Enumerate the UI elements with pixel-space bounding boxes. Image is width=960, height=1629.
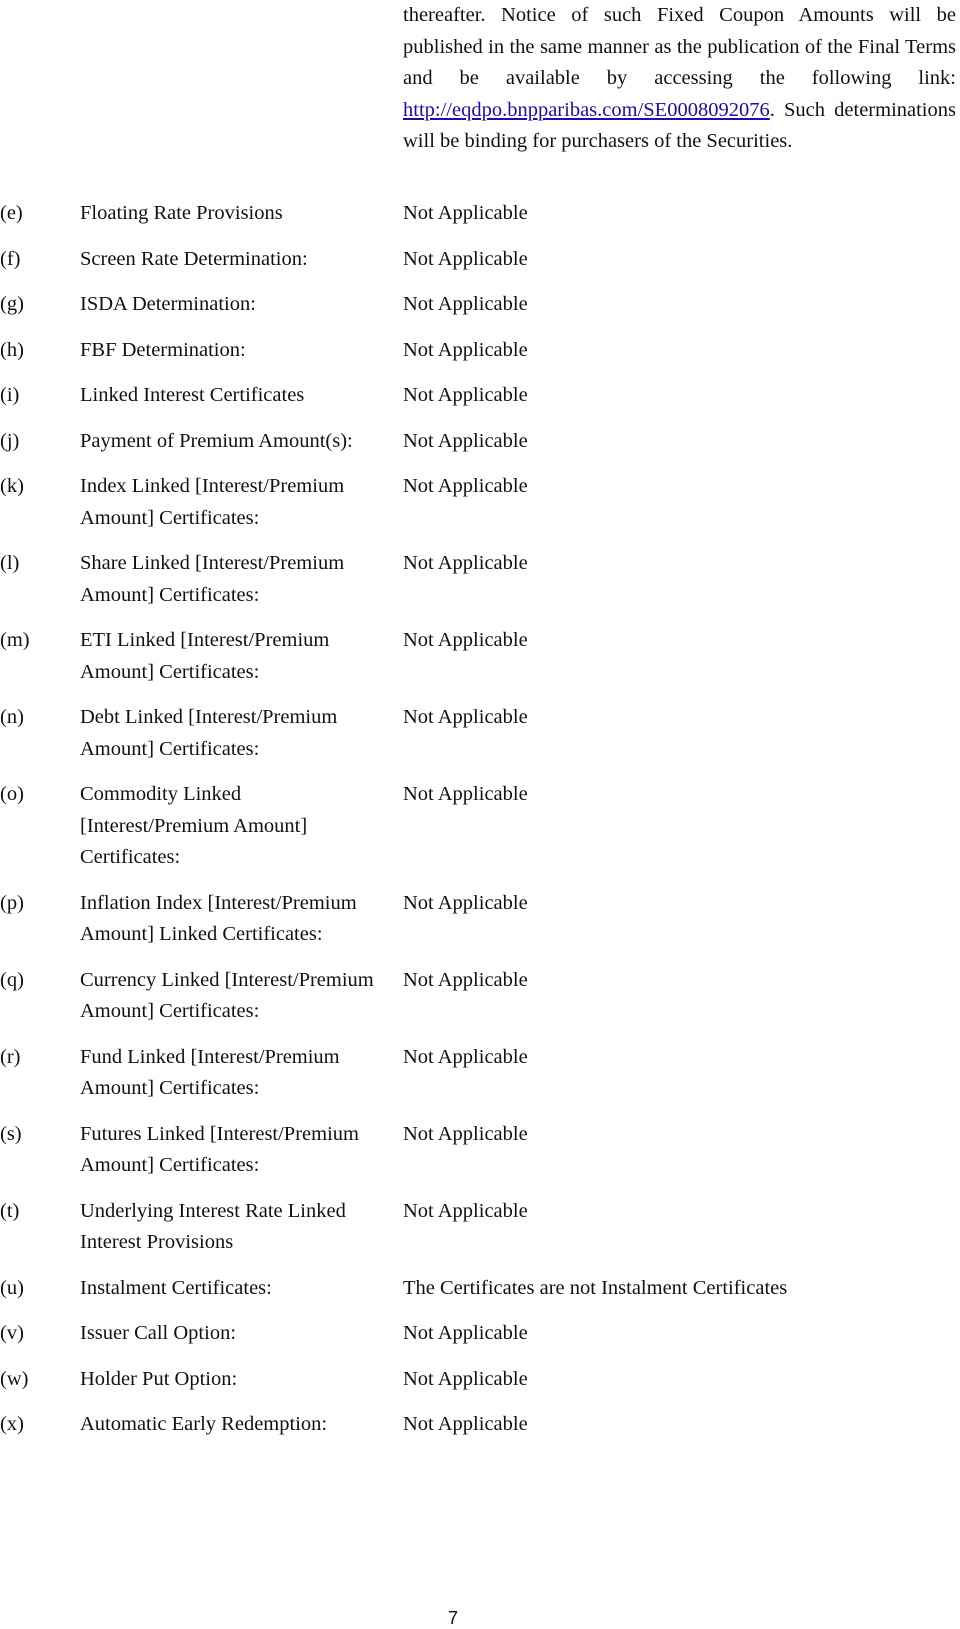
row-item: Futures Linked [Interest/Premium Amount] Certificates:	[80, 1122, 359, 1176]
row-label: (s)	[0, 1122, 22, 1145]
row-item: Instalment Certificates:	[80, 1276, 272, 1299]
row-label: (p)	[0, 891, 24, 914]
row-value: Not Applicable	[403, 891, 528, 914]
provision-row-t	[0, 1196, 960, 1259]
provision-row-u	[0, 1273, 960, 1305]
row-value: The Certificates are not Instalment Certificates	[403, 1276, 788, 1299]
provision-row-e	[0, 198, 960, 230]
row-value: Not Applicable	[403, 475, 528, 497]
intro-text-before-link: thereafter. Notice of such Fixed Coupon Amounts will be published in the same manner as the publication of the Final Terms and be available by accessing the following link:	[403, 4, 956, 89]
provision-row-f	[0, 244, 960, 276]
row-value: Not Applicable	[403, 293, 528, 315]
provision-row-m	[0, 625, 960, 688]
row-item: Commodity Linked [Interest/Premium Amount] Certificates:	[80, 783, 308, 868]
row-label: (h)	[0, 338, 24, 361]
provision-row-l	[0, 548, 960, 611]
provision-row-q	[0, 965, 960, 1028]
row-label: (w)	[0, 1367, 29, 1390]
intro-paragraph	[403, 0, 956, 158]
row-item: Currency Linked [Interest/Premium Amount] Certificates:	[80, 968, 374, 1022]
provision-row-k	[0, 471, 960, 534]
page-number: 7	[447, 1608, 458, 1628]
row-item: Linked Interest Certificates	[80, 384, 305, 406]
row-label: (u)	[0, 1276, 24, 1299]
row-item: Automatic Early Redemption:	[80, 1413, 328, 1435]
provision-row-i	[0, 380, 960, 412]
row-item: Inflation Index [Interest/Premium Amount] Linked Certificates:	[80, 891, 357, 945]
row-label: (r)	[0, 1045, 21, 1068]
intro-text-after-link: . Such determinations will be binding for purchasers of the Securities.	[403, 98, 956, 152]
row-label: (n)	[0, 706, 24, 728]
provision-row-g	[0, 289, 960, 321]
row-label: (x)	[0, 1413, 24, 1435]
provision-row-h	[0, 335, 960, 367]
row-item: Share Linked [Interest/Premium Amount] Certificates:	[80, 552, 345, 606]
row-item: Payment of Premium Amount(s):	[80, 429, 353, 452]
row-item: FBF Determination:	[80, 338, 246, 361]
final-terms-link[interactable]: http://eqdpo.bnpparibas.com/SE0008092076	[403, 98, 770, 121]
row-item: ETI Linked [Interest/Premium Amount] Certificates:	[80, 629, 330, 683]
row-value: Not Applicable	[403, 247, 528, 270]
provisions-list	[0, 198, 960, 1455]
row-value: Not Applicable	[403, 706, 528, 728]
row-value: Not Applicable	[403, 1199, 528, 1222]
row-item: Issuer Call Option:	[80, 1322, 237, 1344]
provision-row-s	[0, 1119, 960, 1182]
row-value: Not Applicable	[403, 338, 528, 361]
row-item: Fund Linked [Interest/Premium Amount] Certificates:	[80, 1045, 340, 1099]
provision-row-x	[0, 1409, 960, 1441]
row-value: Not Applicable	[403, 429, 528, 452]
row-value: Not Applicable	[403, 202, 528, 224]
row-value: Not Applicable	[403, 783, 528, 805]
row-label: (j)	[0, 429, 20, 452]
row-label: (t)	[0, 1199, 20, 1222]
row-item: Holder Put Option:	[80, 1367, 238, 1390]
provision-row-o	[0, 779, 960, 874]
row-value: Not Applicable	[403, 1367, 528, 1390]
row-value: Not Applicable	[403, 384, 528, 406]
row-label: (o)	[0, 783, 24, 805]
row-item: Screen Rate Determination:	[80, 247, 308, 270]
row-label: (e)	[0, 202, 23, 224]
provision-row-j	[0, 426, 960, 458]
row-value: Not Applicable	[403, 1322, 528, 1344]
row-value: Not Applicable	[403, 629, 528, 651]
row-value: Not Applicable	[403, 1045, 528, 1068]
row-value: Not Applicable	[403, 552, 528, 574]
provision-row-v	[0, 1318, 960, 1350]
provision-row-r	[0, 1042, 960, 1105]
provision-row-w	[0, 1364, 960, 1396]
row-label: (i)	[0, 384, 20, 406]
row-label: (k)	[0, 475, 24, 497]
provision-row-p	[0, 888, 960, 951]
row-label: (v)	[0, 1322, 24, 1344]
row-label: (q)	[0, 968, 24, 991]
row-label: (l)	[0, 552, 20, 574]
row-value: Not Applicable	[403, 1122, 528, 1145]
row-item: ISDA Determination:	[80, 293, 256, 315]
row-label: (f)	[0, 247, 21, 270]
row-item: Index Linked [Interest/Premium Amount] Certificates:	[80, 475, 345, 529]
row-value: Not Applicable	[403, 968, 528, 991]
row-item: Floating Rate Provisions	[80, 202, 283, 224]
row-label: (g)	[0, 293, 24, 315]
row-label: (m)	[0, 629, 30, 651]
provision-row-n	[0, 702, 960, 765]
row-value: Not Applicable	[403, 1413, 528, 1435]
row-item: Debt Linked [Interest/Premium Amount] Certificates:	[80, 706, 338, 760]
row-item: Underlying Interest Rate Linked Interest Provisions	[80, 1199, 346, 1253]
